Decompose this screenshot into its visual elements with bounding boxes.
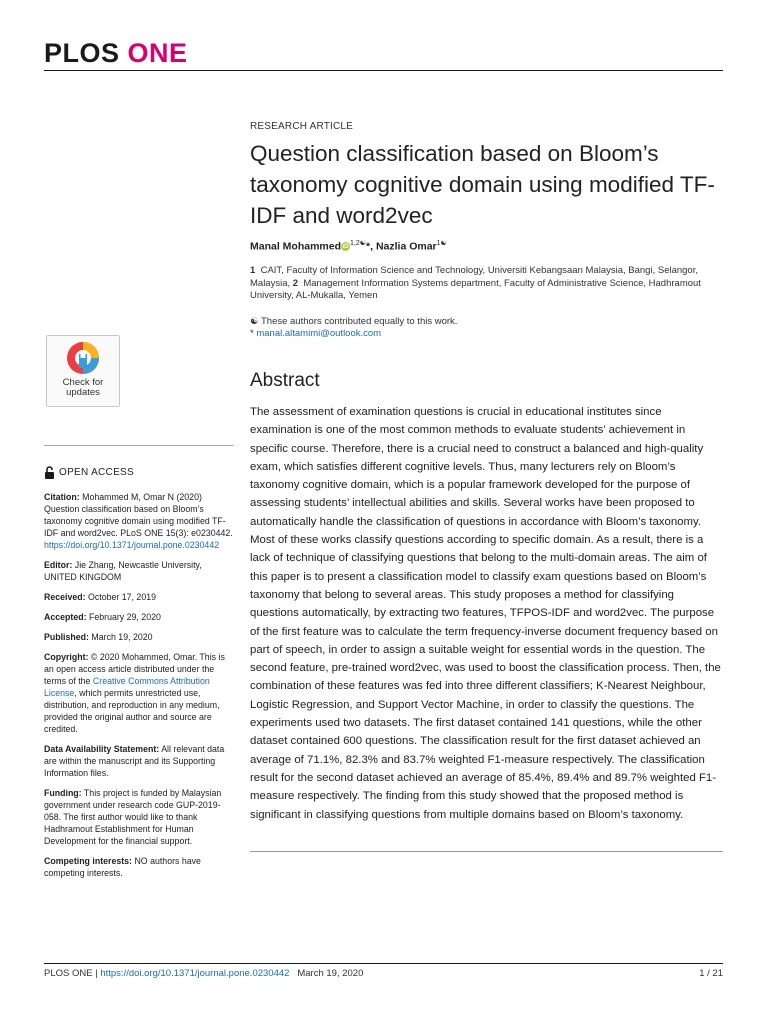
copyright-text: © 2020 Mohammed, Omar. This is an open access article distributed under the terms of the [44, 652, 225, 686]
citation-label: Citation: [44, 492, 80, 502]
competing-text: NO authors have competing interests. [44, 856, 201, 878]
author-notes [250, 316, 720, 340]
page-footer [44, 968, 363, 979]
license-link[interactable]: Creative Commons Attribution License [44, 676, 210, 698]
journal-logo [44, 38, 188, 68]
email-star: * [250, 328, 257, 339]
open-access-text: OPEN ACCESS [59, 466, 134, 478]
accepted-date [44, 611, 236, 623]
check-for-updates-badge[interactable] [46, 335, 120, 407]
affiliation-number: 1 [250, 265, 256, 276]
accepted-text: February 29, 2020 [88, 612, 161, 622]
accepted-label: Accepted: [44, 612, 87, 622]
published-date [44, 631, 236, 643]
footer-date: March 19, 2020 [289, 968, 364, 979]
badge-label [47, 378, 119, 398]
copyright [44, 651, 236, 735]
received-date [44, 591, 236, 603]
author-name[interactable]: Manal Mohammed [250, 240, 342, 253]
funding-text: This project is funded by Malaysian government under research code GUP-2019-058. The first author would like to thank Hadhramout Establishment for Human Development for the financial support. [44, 788, 222, 846]
abstract-divider [250, 851, 723, 852]
funding-label: Funding: [44, 788, 82, 798]
author-mark: *, [366, 240, 376, 253]
citation-text: Mohammed M, Omar N (2020) Question classification based on Bloom’s taxonomy cognitive domain using modified TF-IDF and word2vec. PLoS ONE 15(3): e0230442. [44, 492, 233, 538]
equal-contribution-note: ☯ These authors contributed equally to this work. [250, 316, 458, 327]
footer-divider [44, 963, 723, 964]
article-type: RESEARCH ARTICLE [250, 121, 354, 132]
author-list [250, 239, 447, 253]
editor-text: Jie Zhang, Newcastle University, UNITED KINGDOM [44, 560, 202, 582]
logo-one: ONE [127, 38, 188, 68]
citation [44, 491, 236, 551]
abstract-heading: Abstract [250, 370, 320, 391]
editor-label: Editor: [44, 560, 73, 570]
data-availability [44, 743, 236, 779]
page-number: 1 / 21 [699, 968, 723, 979]
logo-plos: PLOS [44, 38, 120, 68]
orcid-icon[interactable]: iD [342, 243, 349, 251]
open-access-label [44, 466, 236, 479]
author-affil-sup: 1☯ [436, 240, 447, 247]
email-link[interactable]: manal.altamimi@outlook.com [256, 328, 382, 339]
corresponding-email-line [250, 328, 720, 340]
footer-doi-link[interactable]: https://doi.org/10.1371/journal.pone.0230442 [100, 968, 290, 979]
badge-line: Check for [62, 377, 104, 388]
affiliations [250, 265, 720, 303]
competing-interests [44, 855, 236, 879]
header-divider [44, 70, 723, 71]
abstract-body: The assessment of examination questions is crucial in educational institutes since examination is one of the most common methods to evaluate students’ achievement in specific course. Therefore, there is a crucial need to construct a balanced and high-quality exam, which satisfies different cognitive levels. Thus, many lecturers rely on Bloom’s taxonomy cognitive domain, which is a popular framework developed for the purpose of assessing students’ intellectual abilities and skills. Several works have been proposed to automatically handle the classification of questions in accordance with Bloom’s taxonomy. Most of these works classify questions according to specific domain. As a result, there is a lack of technique of classifying questions that belong to the multi-domain areas. The aim of this paper is to present a classification model to classify exam questions based on Bloom’s taxonomy that belong to several areas. This study proposes a method for classifying questions automatically, by extracting two features, TFPOS-IDF and word2vec. The purpose of the first feature was to calculate the term frequency-inverse document frequency based on part of speech, in order to assign a suitable weight for essential words in the question. The second feature, pre-trained word2vec, was used to boost the classification process. Then, the combination of these features was fed into three different classifiers; K-Nearest Neighbour, Logistic Regression, and Support Vector Machine, in order to classify the questions. The experiments used two datasets. The first dataset contained 141 questions, while the other dataset contained 600 questions. The classification result for the first dataset achieved an average of 71.1%, 82.3% and 83.7% weighted F1-measure respectively. The classification result for the second dataset achieved an average of 85.4%, 89.4% and 89.7% weighted F1-measure respectively. The finding from this study showed that the proposed method is significant in classifying questions from multiple domains based on Bloom’s taxonomy. [250, 406, 721, 821]
author-name[interactable]: Nazlia Omar [375, 240, 437, 253]
published-text: March 19, 2020 [91, 632, 153, 642]
competing-label: Competing interests: [44, 856, 132, 866]
received-label: Received: [44, 592, 86, 602]
copyright-label: Copyright: [44, 652, 89, 662]
badge-line: updates [66, 387, 100, 398]
open-lock-icon [44, 466, 55, 479]
article-title: Question classification based on Bloom’s taxonomy cognitive domain using modified TF-IDF and word2vec [250, 141, 715, 228]
editor [44, 559, 236, 583]
sidebar-divider [44, 445, 234, 446]
received-text: October 17, 2019 [88, 592, 156, 602]
published-label: Published: [44, 632, 89, 642]
author-affil-sup: 1,2☯ [350, 240, 367, 247]
funding [44, 787, 236, 847]
affiliation-text: Management Information Systems department, Faculty of Administrative Science, Hadhramout University, AL-Mukalla, Yemen [250, 277, 701, 301]
citation-doi-link[interactable]: https://doi.org/10.1371/journal.pone.0230442 [44, 540, 220, 550]
footer-journal: PLOS ONE | [44, 968, 101, 979]
copyright-text: , which permits unrestricted use, distribution, and reproduction in any medium, provided the original author and source are credited. [44, 688, 220, 734]
data-label: Data Availability Statement: [44, 744, 160, 754]
article-info-sidebar [44, 466, 236, 887]
affiliation-number: 2 [292, 277, 299, 289]
data-text: All relevant data are within the manuscript and its Supporting Information files. [44, 744, 225, 778]
crossmark-icon [65, 340, 101, 376]
affiliation-text: CAIT, Faculty of Information Science and Technology, Universiti Kebangsaan Malaysia, Bangi, Selangor, Malaysia, [250, 265, 698, 289]
